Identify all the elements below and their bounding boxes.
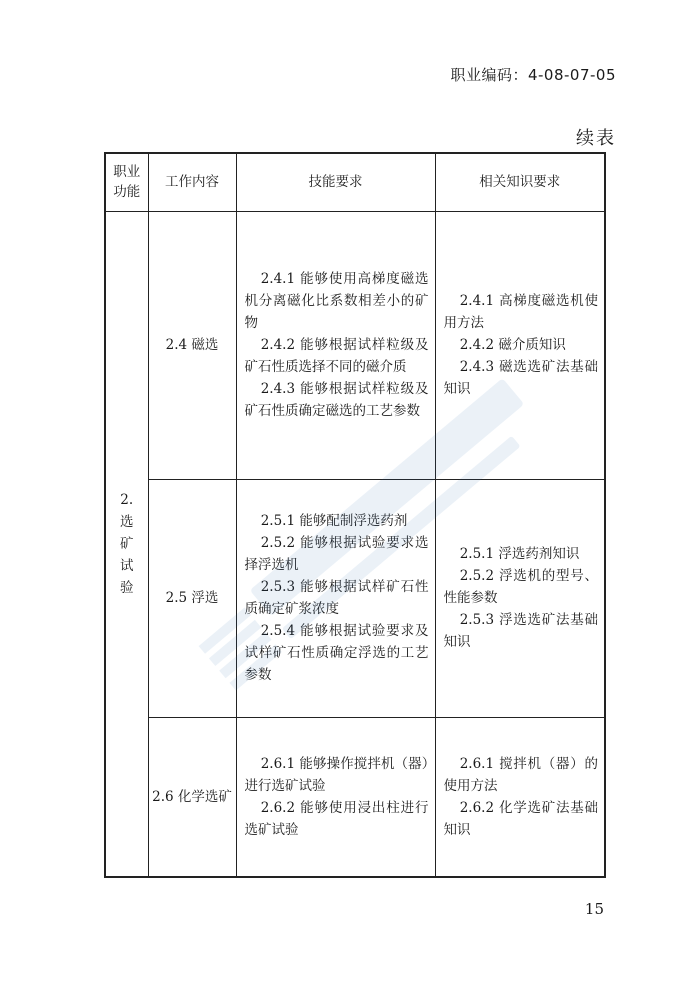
knowledge-item: 2.6.2 化学选矿法基础知识: [443, 799, 598, 838]
knowledge-cell: [435, 717, 605, 877]
header-work-content: 工作内容: [148, 153, 236, 211]
skill-item: 2.5.1 能够配制浮选药剂: [260, 513, 408, 529]
table-row: [105, 717, 605, 877]
page-number: 15: [584, 900, 604, 918]
header-knowledge-requirements: 相关知识要求: [435, 153, 605, 211]
knowledge-item: 2.5.1 浮选药剂知识: [459, 546, 580, 562]
work-content-cell: 2.6 化学选矿: [148, 717, 236, 877]
skill-cell: [236, 717, 435, 877]
skill-item: 2.5.2 能够根据试验要求选择浮选机: [244, 535, 429, 573]
function-char: 矿: [120, 535, 134, 552]
table-row: [105, 479, 605, 717]
knowledge-cell: [435, 211, 605, 479]
skill-cell: [236, 211, 435, 479]
skill-item: 2.6.1 能够操作搅拌机（器）进行选矿试验: [244, 755, 429, 794]
knowledge-item: 2.4.3 磁选选矿法基础知识: [443, 359, 598, 397]
skill-item: 2.4.3 能够根据试样粒级及矿石性质确定磁选的工艺参数: [244, 381, 429, 419]
table-row: [105, 211, 605, 479]
function-char: 试: [120, 557, 134, 574]
knowledge-item: 2.6.1 搅拌机（器）的使用方法: [443, 755, 598, 794]
table-header-row: [105, 153, 605, 211]
skill-item: 2.5.4 能够根据试验要求及试样矿石性质确定浮选的工艺参数: [244, 623, 429, 683]
skill-cell: [236, 479, 435, 717]
skill-item: 2.4.1 能够使用高梯度磁选机分离磁化比系数相差小的矿物: [244, 271, 429, 331]
function-char: 验: [120, 579, 134, 596]
function-char: 选: [120, 513, 134, 530]
knowledge-item: 2.5.3 浮选选矿法基础知识: [443, 612, 598, 650]
skill-item: 2.4.2 能够根据试样粒级及矿石性质选择不同的磁介质: [244, 337, 429, 375]
continued-label: 续表: [576, 128, 616, 149]
knowledge-item: 2.4.2 磁介质知识: [459, 337, 566, 353]
knowledge-item: 2.5.2 浮选机的型号、性能参数: [443, 568, 598, 606]
function-cell: [105, 211, 148, 877]
skill-item: 2.6.2 能够使用浸出柱进行选矿试验: [244, 799, 429, 838]
work-content-cell: 2.5 浮选: [148, 479, 236, 717]
skills-table: [104, 152, 606, 878]
occupation-code: 职业编码：4-08-07-05: [450, 66, 616, 84]
skill-item: 2.5.3 能够根据试样矿石性质确定矿浆浓度: [244, 579, 429, 617]
function-number: 2.: [120, 491, 134, 508]
knowledge-cell: [435, 479, 605, 717]
header-function: 职业 功能: [105, 153, 148, 211]
work-content-cell: 2.4 磁选: [148, 211, 236, 479]
knowledge-item: 2.4.1 高梯度磁选机使用方法: [443, 293, 598, 331]
header-skill-requirements: 技能要求: [236, 153, 435, 211]
